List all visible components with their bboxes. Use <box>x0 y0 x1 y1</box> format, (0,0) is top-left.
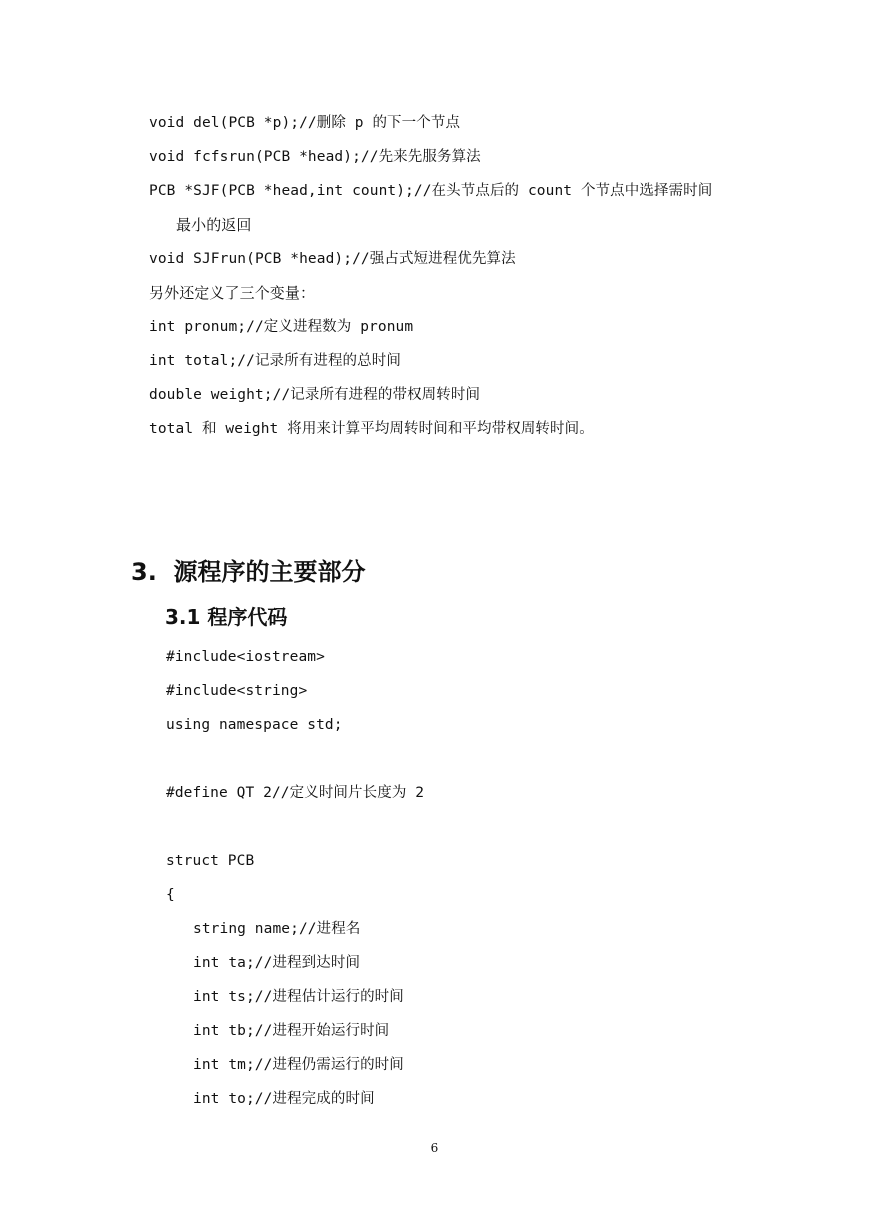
intro-line-sjfrun: void SJFrun(PCB *head);//强占式短进程优先算法 <box>149 251 516 267</box>
code-line-field-tb: int tb;//进程开始运行时间 <box>193 1023 390 1039</box>
code-line-struct-pcb: struct PCB <box>166 853 255 869</box>
code-line-open-brace: { <box>166 887 175 903</box>
intro-line-weight: double weight;//记录所有进程的带权周转时间 <box>149 387 481 403</box>
intro-line-sjf-continued: 最小的返回 <box>176 216 252 234</box>
code-line-field-name: string name;//进程名 <box>193 921 361 937</box>
intro-line-variables-intro: 另外还定义了三个变量： <box>149 284 316 302</box>
intro-line-fcfsrun: void fcfsrun(PCB *head);//先来先服务算法 <box>149 149 481 165</box>
code-line-define-qt: #define QT 2//定义时间片长度为 2 <box>166 785 425 801</box>
intro-line-total: int total;//记录所有进程的总时间 <box>149 353 401 369</box>
code-line-include-string: #include<string> <box>166 683 308 699</box>
code-line-field-ts: int ts;//进程估计运行的时间 <box>193 989 404 1005</box>
code-line-field-to: int to;//进程完成的时间 <box>193 1091 375 1107</box>
code-line-field-tm: int tm;//进程仍需运行的时间 <box>193 1057 404 1073</box>
intro-line-usage-note: total 和 weight 将用来计算平均周转时间和平均带权周转时间。 <box>149 421 594 437</box>
intro-line-pronum: int pronum;//定义进程数为 pronum <box>149 319 414 335</box>
code-line-field-ta: int ta;//进程到达时间 <box>193 955 361 971</box>
section-heading: 3. 源程序的主要部分 <box>131 558 366 586</box>
intro-line-sjf: PCB *SJF(PCB *head,int count);//在头节点后的 count 个节点中选择需时间 <box>149 183 713 199</box>
subsection-heading: 3.1 程序代码 <box>165 605 288 629</box>
page-number: 6 <box>430 1141 439 1155</box>
code-line-include-iostream: #include<iostream> <box>166 649 325 665</box>
intro-line-del: void del(PCB *p);//删除 p 的下一个节点 <box>149 115 461 131</box>
code-line-using-namespace: using namespace std; <box>166 717 343 733</box>
